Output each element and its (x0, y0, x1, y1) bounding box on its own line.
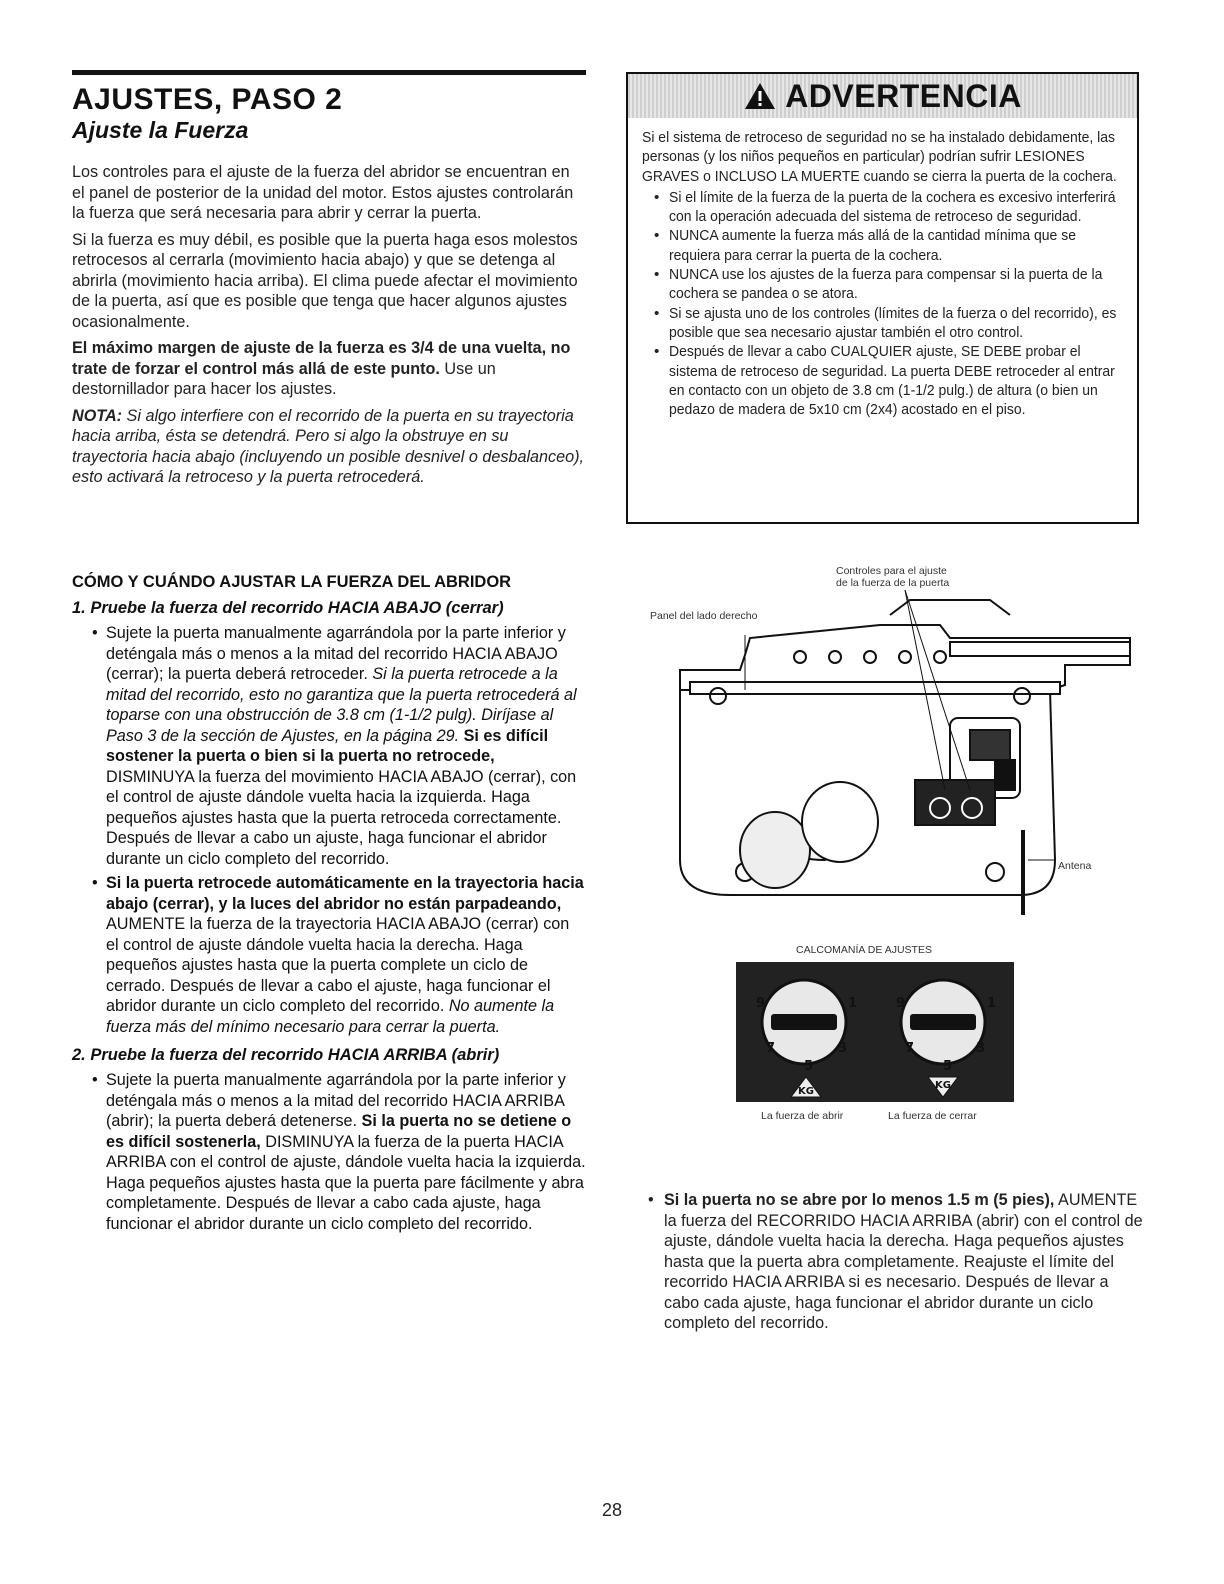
motor-unit-figure (650, 560, 1150, 960)
intro-paragraph-1: Los controles para el ajuste de la fuerza del abridor se encuentran en el panel de posterior de la unidad del motor. Estos ajustes controlarán la fuerza que será necesaria para abrir y cerrar la puerta. (72, 163, 574, 222)
page-title: AJUSTES, PASO 2 (72, 83, 343, 116)
kg-label: KG (935, 1080, 951, 1091)
dial-number-1: 1 (987, 996, 997, 1011)
section-heading: CÓMO Y CUÁNDO AJUSTAR LA FUERZA DEL ABRIDOR (72, 573, 512, 591)
dial-number-3: 3 (838, 1041, 848, 1056)
panel-label: Panel del lado derecho (650, 610, 758, 622)
list-item: • Sujete la puerta manualmente agarrándola por la parte inferior y deténgala más o menos a la mitad del recorrido HACIA ABAJO (cerrar); la puerta deberá retroceder. Si la puerta retrocede a la mitad del recorrido, esto no garantiza que la puerta retrocederá al toparse con una obstrucción de 3.8 cm (1-1/2 pulg). Diríjase al Paso 3 de la sección de Ajustes, en la página 29. Si es difícil sostener la puerta o bien si la puerta no retrocede, DISMINUYA la fuerza del movimiento HACIA ABAJO (cerrar), con el control de ajuste dándole vuelta hacia la izquierda. Haga pequeños ajustes hasta que la puerta retroceda correctamente. Después de llevar a cabo un ajuste, haga funcionar el abridor durante un ciclo completo del recorrido. (72, 623, 586, 869)
kg-label: KG (798, 1086, 814, 1097)
screwdriver-note: Use un destornillador para hacer los ajustes. (72, 359, 496, 398)
decal-open-label: La fuerza de abrir (761, 1110, 844, 1122)
list-item: • Después de llevar a cabo CUALQUIER ajuste, SE DEBE probar el sistema de retroceso de seguridad. La puerta DEBE retroceder al entrar en contacto con un objeto de 3.8 cm (1-1/2 pulg.) de altura (o bien un pedazo de madera de 5x10 cm (2x4) acostado en el piso. (642, 342, 1125, 419)
warning-title: ADVERTENCIA (785, 77, 1022, 114)
step-1-heading: 1. Pruebe la fuerza del recorrido HACIA ABAJO (cerrar) (72, 599, 504, 617)
list-item: • Si el límite de la fuerza de la puerta de la cochera es excesivo interferirá con la operación adecuada del sistema de retroceso de seguridad. (642, 188, 1125, 227)
force-dials-illustration (736, 962, 1014, 1102)
decal-close-label: La fuerza de cerrar (888, 1110, 977, 1122)
dial-number-3: 3 (976, 1041, 986, 1056)
dial-number-7: 7 (766, 1041, 776, 1056)
max-adjust-warning: El máximo margen de ajuste de la fuerza es 3/4 de una vuelta, no trate de forzar el control más allá de este punto. (72, 339, 571, 378)
dial-number-9: 9 (896, 996, 906, 1011)
page-number: 28 (601, 1500, 623, 1520)
dial-number-5: 5 (943, 1059, 953, 1074)
nota-paragraph (72, 406, 586, 488)
list-item: • Si la puerta no se abre por lo menos 1.5 m (5 pies), AUMENTE la fuerza del RECORRIDO HACIA ARRIBA (abrir) con el control de ajuste, dándole vuelta hacia la derecha. Haga pequeños ajustes hasta que la puerta abra completamente. Reajuste el límite del recorrido HACIA ARRIBA si es necesario. Después de llevar a cabo cada ajuste, haga funcionar el abridor durante un ciclo completo del recorrido. (644, 1190, 1144, 1334)
right-column-bullet (644, 1190, 1144, 1342)
warning-header (628, 74, 1137, 118)
warning-triangle-icon (743, 81, 777, 111)
motor-unit-illustration (650, 560, 1150, 960)
dial-number-7: 7 (905, 1041, 915, 1056)
list-item: • NUNCA aumente la fuerza más allá de la cantidad mínima que se requiera para cerrar la puerta de la cochera. (642, 226, 1125, 265)
dial-number-1: 1 (848, 996, 858, 1011)
warning-list (642, 188, 1125, 420)
intro-paragraph-2: Si la fuerza es muy débil, es posible que la puerta haga esos molestos retrocesos al cerrarla (movimiento hacia abajo) y que se detenga al abrirla (movimiento hacia arriba). El clima puede afectar el movimiento de la puerta, así que es posible que tenga que hacer algunos ajustes ocasionalmente. (72, 230, 578, 331)
list-item: • Si se ajusta uno de los controles (límites de la fuerza o del recorrido), es posible que sea necesario ajustar también el otro control. (642, 304, 1125, 343)
list-item: • Sujete la puerta manualmente agarrándola por la parte inferior y deténgala más o menos a la mitad del recorrido HACIA ARRIBA (abrir); la puerta deberá detenerse. Si la puerta no se detiene o es difícil sostenerla, DISMINUYA la fuerza de la puerta HACIA ARRIBA con el control de ajuste, dándole vuelta hacia la izquierda. Haga pequeños ajustes hasta que la puerta pare fácilmente y abra completamente. Después de llevar a cabo cada ajuste, haga funcionar el abridor durante un ciclo completo del recorrido. (72, 1070, 586, 1234)
list-item: • Si la puerta retrocede automáticamente en la trayectoria hacia abajo (cerrar), y la luces del abridor no están parpadeando, AUMENTE la fuerza de la trayectoria HACIA ABAJO (cerrar) con el control de ajuste dándole vuelta hacia la derecha. Haga pequeños ajustes hasta que la puerta complete un ciclo de cerrado. Después de llevar a cabo el ajuste, haga funcionar el abridor durante un ciclo completo del recorrido. No aumente la fuerza más del mínimo necesario para cerrar la puerta. (72, 873, 586, 1037)
step-1-list (72, 623, 586, 1037)
title-rule (72, 70, 586, 75)
left-column (72, 70, 586, 494)
right-list (644, 1190, 1144, 1334)
step-2-heading: 2. Pruebe la fuerza del recorrido HACIA ARRIBA (abrir) (72, 1046, 500, 1064)
warning-box (626, 72, 1139, 524)
nota-text: Si algo interfiere con el recorrido de la puerta en su trayectoria hacia arriba, ésta se detendrá. Pero si algo la obstruye en su trayectoria hacia abajo (incluyendo un posible desnivel o desbalanceo), esto activará la retroceso y la puerta retrocederá. (72, 406, 585, 486)
adjustment-decal (736, 944, 1014, 1124)
page-subtitle: Ajuste la Fuerza (72, 117, 249, 143)
controls-label: Controles para el ajuste de la fuerza de la puerta (836, 565, 950, 589)
warning-intro: Si el sistema de retroceso de seguridad no se ha instalado debidamente, las personas (y los niños pequeños en particular) podrían sufrir LESIONES GRAVES o INCLUSO LA MUERTE cuando se cierra la puerta de la cochera. (642, 129, 1117, 185)
step-2-list (72, 1070, 586, 1234)
force-section (72, 572, 586, 1242)
dial-number-9: 9 (756, 996, 766, 1011)
antenna-label: Antena (1058, 860, 1092, 872)
intro-paragraph-3 (72, 338, 586, 400)
nota-label: NOTA: (72, 406, 123, 425)
warning-body (628, 118, 1137, 419)
list-item: • NUNCA use los ajustes de la fuerza para compensar si la puerta de la cochera se pandea o se atora. (642, 265, 1125, 304)
decal-title: CALCOMANÍA DE AJUSTES (796, 944, 932, 956)
dial-number-5: 5 (804, 1059, 814, 1074)
